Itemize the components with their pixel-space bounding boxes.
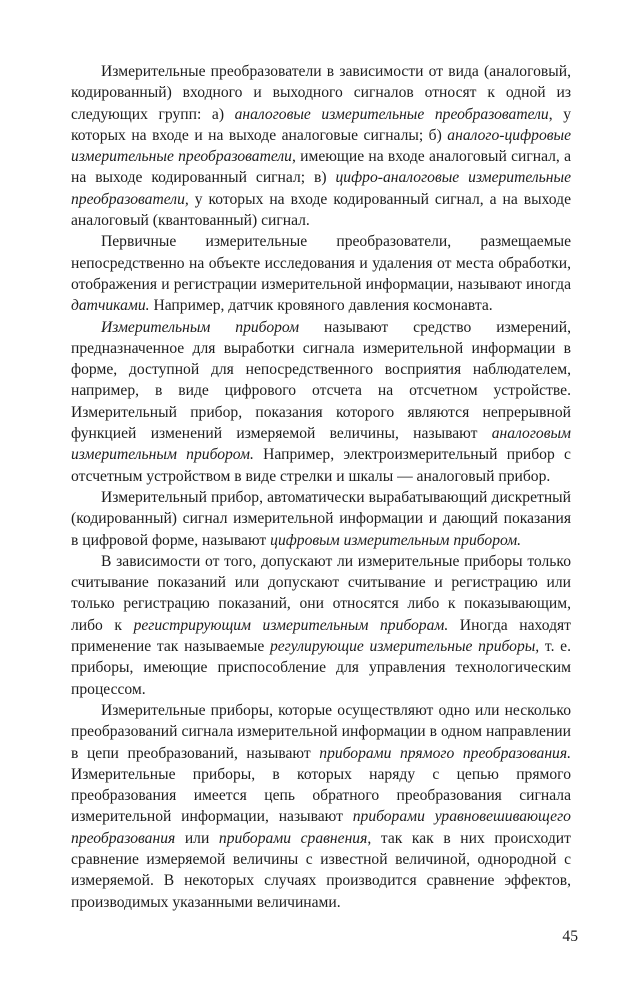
paragraph-digital-instrument xyxy=(71,487,571,551)
text-run: Например, датчик кровяного давления космонавта. xyxy=(149,297,493,315)
text-run: В зависимости от того, допускают ли измерительные приборы только считывание показаний или допускают считывание и регистрацию или только регистрацию показаний, они относятся либо к показывающим, либо к xyxy=(71,552,571,634)
text-run: Измерительные приборы, которые осуществляют одно или несколько преобразований сигнала измерительной информации в одном направлении в цепи преобразований, называют xyxy=(71,701,571,762)
text-run: , так как в них происходит сравнение измеряемой величины с известной величиной, однородной с измеряемой. В некоторых случаях производится сравнение эффектов, производимых указанными величинами. xyxy=(71,829,571,911)
text-run: Иногда находят применение так называемые xyxy=(71,616,571,656)
italic-term: регистрирующим измерительным приборам. xyxy=(133,616,449,634)
italic-term: цифро-аналоговые измерительные преобразователи, xyxy=(71,169,571,208)
text-run: , имеющие на входе аналоговый сигнал, а на выходе кодированный сигнал; в) xyxy=(71,148,571,187)
text-run: Измерительный прибор, автоматически вырабатывающий дискретный (кодированный) сигнал измерительной информации и дающий показания в цифровой форме, называют xyxy=(71,488,571,549)
italic-term: приборами прямого преобразования. xyxy=(319,744,572,762)
body-text xyxy=(71,61,571,913)
text-run: называют средство измерений, предназначенное для выработки сигнала измерительной информации в форме, доступной для непосредственного восприятия наблюдателем, например, в виде цифрового отсчета на отсчетном устройстве. Измерительный прибор, показания которого являются непрерывной функцией изменений измеряемой величины, называют xyxy=(71,318,571,443)
italic-term: приборами уравновешивающего преобразования xyxy=(71,808,571,847)
text-run: Измерительные преобразователи в зависимости от вида (аналоговый, кодированный) входного и выходного сигналов относят к одной из следующих групп: а) xyxy=(71,63,571,123)
italic-term: аналого-цифровые измерительные преобразователи xyxy=(71,126,571,166)
text-run: т. е. приборы, имеющие приспособление для управления технологическим процессом. xyxy=(71,638,571,698)
text-run: Измерительные приборы, в которых наряду с цепью прямого преобразования имеется цепь обратного преобразования сигнала измерительной информации, называют xyxy=(71,765,571,826)
page-number: 45 xyxy=(562,928,578,945)
italic-term: аналоговые измерительные преобразователи xyxy=(234,105,549,123)
text-run: или xyxy=(175,829,219,847)
paragraph-indicating-recording xyxy=(71,551,571,700)
paragraph-direct-and-balancing xyxy=(71,700,571,913)
text-run: , у которых на входе и на выходе аналоговые сигналы; б) xyxy=(71,105,571,144)
italic-term: Измерительным прибором xyxy=(101,318,300,336)
paragraph-primary-converters xyxy=(71,231,571,316)
text-run: Например, электроизмерительный прибор с отсчетным устройством в виде стрелки и шкалы — аналоговый прибор. xyxy=(71,446,571,485)
italic-term: приборами сравнения xyxy=(218,829,368,847)
italic-term: датчиками. xyxy=(71,297,150,315)
text-run: Первичные измерительные преобразователи, размещаемые непосредственно на объекте исследования и удаления от места обработки, отображения и регистрации измерительной информации, называют иногда xyxy=(71,233,571,293)
italic-term: аналоговым измерительным прибором. xyxy=(71,425,571,464)
italic-term: регулирующие измерительные приборы, xyxy=(269,638,540,656)
italic-term: цифровым измерительным прибором. xyxy=(270,531,522,549)
paragraph-converter-groups xyxy=(71,61,571,231)
text-run: у которых на входе кодированный сигнал, а на выходе аналоговый (квантованный) сигнал. xyxy=(71,190,571,230)
paragraph-measuring-instrument xyxy=(71,317,571,487)
